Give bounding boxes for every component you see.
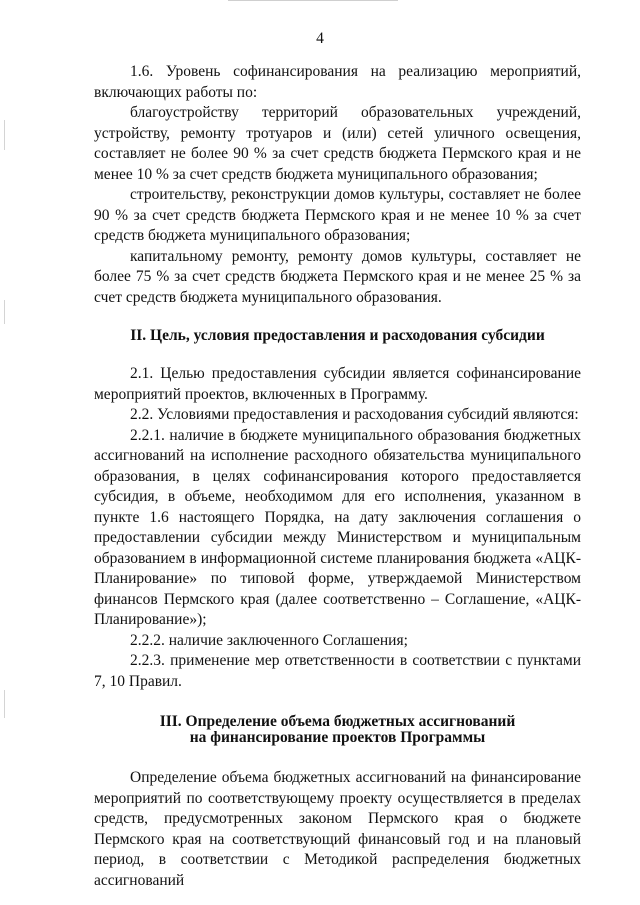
section-3-heading-line-2: на финансирование проектов Программы	[189, 729, 486, 746]
paragraph-2-1: 2.1. Целью предоставления субсидии является софинансирование мероприятий проектов, включенных в Программу.	[94, 365, 581, 403]
scan-artifact-left-3	[4, 690, 5, 718]
document-body	[94, 62, 581, 891]
page-number: 4	[316, 30, 324, 47]
paragraph-1-6: 1.6. Уровень софинансирования на реализацию мероприятий, включающих работы по:	[94, 63, 581, 101]
paragraph-2-2-1: 2.2.1. наличие в бюджете муниципального образования бюджетных ассигнований на исполнение расходного обязательства муниципального образования, в целях софинансирования которого предоставляется субсидия, в объеме, необходимом для его исполнения, указанном в пункте 1.6 настоящего Порядка, на дату заключения соглашения о предоставлении субсидии между Министерством и муниципальным образованием в информационной системе планирования бюджета «АЦК-Планирование» по типовой форме, утверждаемой Министерством финансов Пермского края (далее соответственно – Соглашение, «АЦК-Планирование»);	[94, 426, 581, 628]
scan-artifact-left-1	[4, 120, 5, 150]
paragraph-2-2: 2.2. Условиями предоставления и расходования субсидий являются:	[130, 406, 579, 423]
paragraph-improvement: благоустройству территорий образовательных учреждений, устройству, ремонту тротуаров и (или) сетей уличного освещения, составляет не более 90 % за счет средств бюджета Пермского края и не менее 10 % за счет средств бюджета муниципального образования;	[94, 104, 581, 183]
section-3-heading-line-1: III. Определение объема бюджетных ассигнований	[159, 713, 516, 730]
paragraph-3-1: Определение объема бюджетных ассигнований на финансирование мероприятий по соответствующему проекту осуществляется в пределах средств, предусмотренных законом Пермского края о бюджете Пермского края на соответствующий финансовый год и на плановый период, в соответствии с Методикой распределения бюджетных ассигнований	[94, 769, 581, 889]
scan-artifact-top	[228, 0, 398, 1]
scan-artifact-left-2	[4, 300, 5, 324]
paragraph-2-2-3: 2.2.3. применение мер ответственности в соответствии с пунктами 7, 10 Правил.	[94, 652, 581, 690]
section-3-heading	[94, 714, 581, 746]
paragraph-2-2-2: 2.2.2. наличие заключенного Соглашения;	[130, 631, 408, 649]
paragraph-capital-repair: капитальному ремонту, ремонту домов культуры, составляет не более 75 % за счет средств бюджета Пермского края и не менее 25 % за счет средств бюджета муниципального образования.	[94, 247, 581, 306]
section-2-heading: II. Цель, условия предоставления и расходования субсидии	[130, 327, 545, 344]
paragraph-construction: строительству, реконструкции домов культуры, составляет не более 90 % за счет средств бюджета Пермского края и не менее 10 % за счет средств бюджета муниципального образования;	[94, 186, 581, 244]
